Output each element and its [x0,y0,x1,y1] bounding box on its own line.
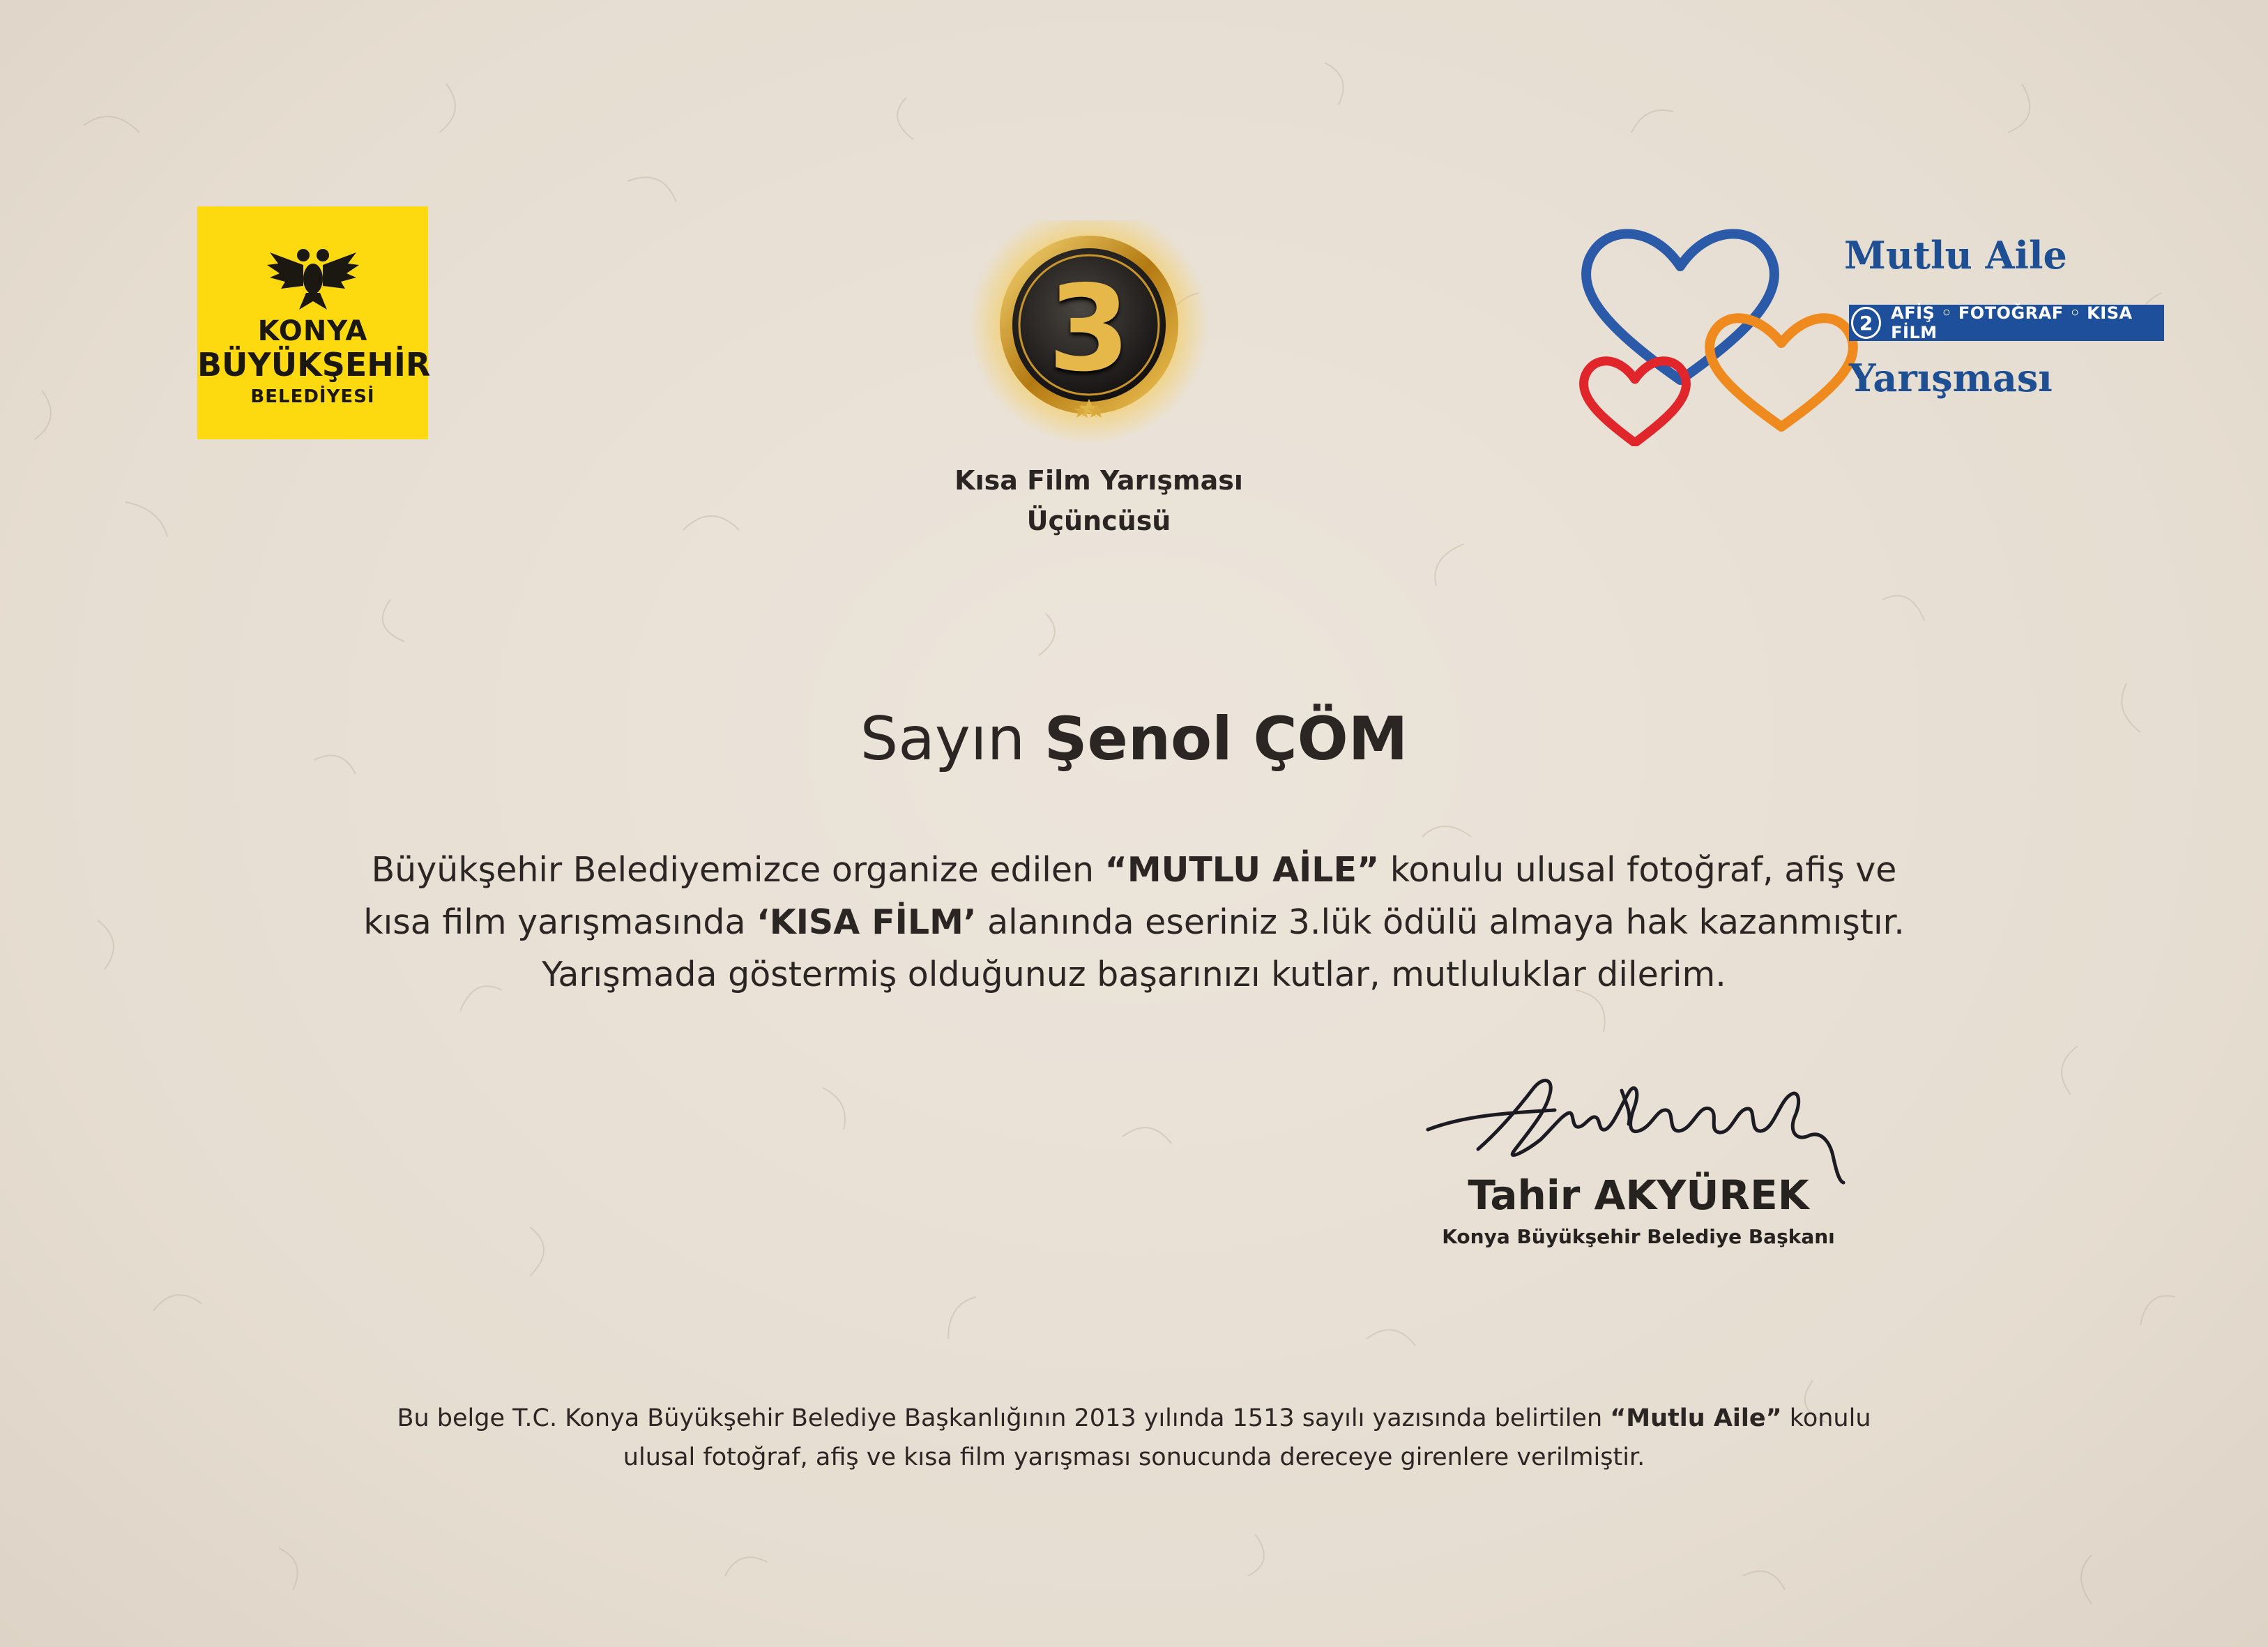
award-text-l1a: Büyükşehir Belediyemizce organize edilen [371,850,1105,890]
recipient-name: Şenol ÇÖM [1044,704,1408,774]
award-text-line3: Yarışmada göstermiş olduğunuz başarınızı kutlar, mutluluklar dilerim. [542,955,1726,994]
footer-l1b: “Mutlu Aile” [1610,1404,1782,1432]
footer-line2: ulusal fotoğraf, afiş ve kısa film yarışması sonucunda dereceye girenlere verilmiştir. [623,1443,1645,1471]
medal-caption-line1: Kısa Film Yarışması [954,465,1243,496]
edition-badge: 2 [1851,307,1881,339]
mutlu-aile-subtitle: Yarışması [1849,356,2053,400]
konya-logo-line3: BELEDİYESİ [250,386,375,407]
footer-line1 [209,1399,2059,1438]
award-text-line1 [209,844,2059,896]
award-text-l1b: “MUTLU AİLE” [1104,850,1380,890]
footer-l1c: konulu [1781,1404,1871,1432]
signatory-name: Tahir AKYÜREK [1468,1171,1809,1219]
mutlu-aile-banner [1849,305,2164,341]
three-hearts-icon [1569,209,1862,446]
double-headed-eagle-icon [264,237,362,314]
award-text-l2c: alanında eseriniz 3.lük ödülü almaya hak kazanmıştır. [976,902,1905,942]
konya-buyuksehir-logo [197,206,431,439]
award-text-line2 [209,896,2059,948]
recipient-line [0,704,2268,774]
konya-logo-line2: BÜYÜKŞEHİR [197,346,431,384]
award-text-l1c: konulu ulusal fotoğraf, afiş ve [1379,850,1897,890]
medal-number: 3 [1047,260,1131,398]
award-text-l2b: ‘KISA FİLM’ [756,902,977,942]
handwritten-signature [1422,1067,1855,1185]
mutlu-aile-title: Mutlu Aile [1844,233,2067,278]
footer-note [209,1399,2059,1477]
footer-l1a: Bu belge T.C. Konya Büyükşehir Belediye Başkanlığının 2013 yılında 1513 sayılı yazısında belirtilen [397,1404,1611,1432]
medal-caption [855,460,1343,541]
award-text [209,844,2059,1001]
medal-caption-line2: Üçüncüsü [1026,506,1171,536]
category-list: AFİŞ ◦ FOTOĞRAF ◦ KISA FİLM [1891,303,2133,342]
award-text-l2a: kısa film yarışmasında [363,902,757,942]
salutation: Sayın [860,704,1026,774]
konya-logo-line1: KONYA [257,315,368,347]
signatory-title: Konya Büyükşehir Belediye Başkanı [1442,1225,1835,1248]
